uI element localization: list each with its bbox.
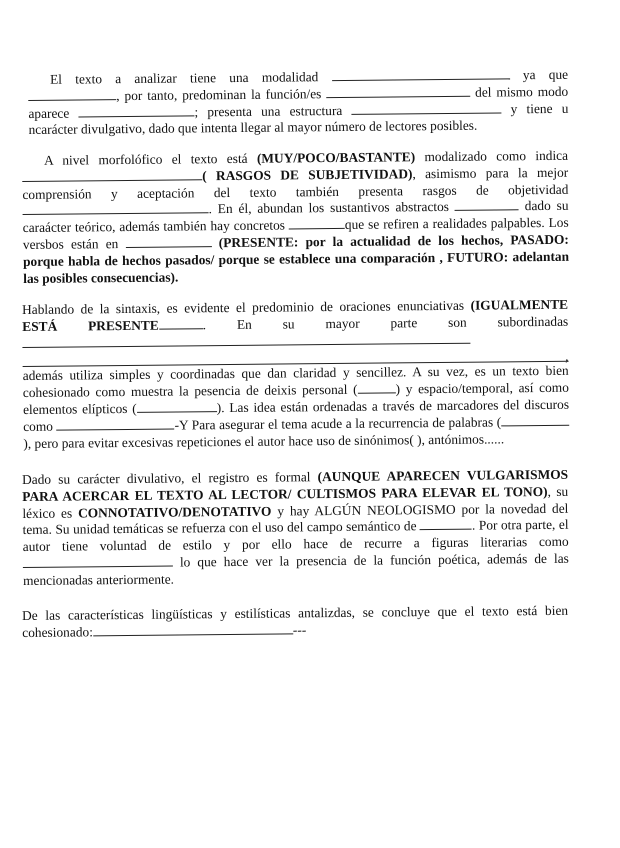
text-segment: ), pero para evitar excesivas repeticiones el autor hace uso de sinónimos( ), antónimos......: [23, 430, 505, 451]
text-segment: ,: [565, 348, 569, 364]
paragraph-morphology: [22, 148, 569, 288]
blank-elliptical[interactable]: [137, 400, 217, 413]
paragraph-register: [22, 467, 569, 590]
blank-functions[interactable]: [326, 85, 470, 98]
blank-personal-deixis[interactable]: [357, 381, 395, 393]
blank-semantic-field[interactable]: [420, 518, 472, 530]
blank-subjectivity[interactable]: [22, 168, 202, 182]
text-segment: ya que: [522, 66, 569, 83]
text-segment: A nivel morfolófico el texto está: [43, 151, 248, 168]
blank-concrete-nouns[interactable]: [289, 217, 345, 230]
blank-reason[interactable]: [28, 88, 116, 101]
text-segment: El texto a analizar tiene una modalidad: [49, 69, 319, 87]
text-segment: y tiene u ncarácter divulgativo, dado que intenta llegar al mayor número de lectores posibles.: [28, 100, 569, 138]
text-segment: , por tanto, predominan la función/es: [116, 85, 322, 103]
text-segment: -Y Para asegurar el tema acude a la recurrencia de palabras (: [174, 413, 502, 432]
text-segment: ; presenta una estructura: [194, 102, 343, 119]
blank-literary-figures[interactable]: [23, 554, 173, 567]
text-segment: dado su caraácter teórico, además también hay concretos: [22, 198, 569, 236]
bold-verb-tenses: (PRESENTE: por la actualidad de los hechos, PASADO: porque habla de hechos pasados/ porque se establece una comparación , FUTURO: adelantan las posibles consecuencias).: [22, 231, 570, 286]
text-segment: ) y espacio/temporal, así como elementos elípticos (: [22, 379, 569, 417]
text-segment: , su léxico es: [22, 483, 569, 521]
text-segment: además utiliza simples y coordinadas que dan claridad y sencillez. A su vez, es un texto bien cohesionado como muestra la pesencia de deixis personal (: [22, 362, 569, 400]
bold-also-present: (IGUALMENTE ESTÁ PRESENTE: [22, 296, 569, 334]
paragraph-conclusion: [22, 602, 568, 641]
text-segment: . En él, abundan los sustantivos abstractos: [208, 199, 450, 217]
text-segment: que se refiren a realidades palpables. Los versbos están en: [22, 215, 569, 253]
text-segment: ). Las idea están ordenadas a través de marcadores del discuros como: [23, 396, 570, 434]
text-segment: lo que hace ver la presencia de la función poética, además de las mencionadas anteriormente.: [22, 550, 569, 588]
bold-register-note: (AUNQUE APARECEN VULGARISMOS PARA ACERCAR EL TEXTO AL LECTOR/ CULTISMOS PARA ELEVAR EL TONO): [22, 466, 569, 504]
bold-options: (MUY/POCO/BASTANTE): [256, 149, 416, 166]
paragraph-syntax: [22, 296, 569, 452]
text-segment: y hay ALGÚN NEOLOGISMO por la novedad del tema. Su unidad temáticas se refuerza con el uso del campo semántico de: [22, 500, 569, 538]
blank-abstract-nouns[interactable]: [455, 199, 519, 212]
text-segment: del mismo modo aparece: [28, 83, 569, 121]
blank-markers[interactable]: [56, 417, 174, 430]
blank-objectivity[interactable]: [22, 202, 208, 216]
blank-recurrence[interactable]: [501, 413, 569, 426]
blank-conclusion[interactable]: [93, 622, 293, 636]
blank-also-present[interactable]: [159, 317, 203, 329]
paragraph-modality: [28, 67, 569, 139]
blank-appears[interactable]: [78, 104, 194, 117]
text-segment: De las características lingüísticas y estilísticas antalizdas, se concluye que el texto está bien cohesionado:: [22, 602, 569, 640]
text-segment: ---: [292, 621, 307, 637]
blank-structure[interactable]: [351, 101, 501, 114]
text-segment: . Por otra parte, el autor tiene voluntad de estilo y por ello hace de recurre a figuras literarias como: [22, 517, 569, 555]
text-segment: modalizado como indica: [424, 147, 569, 165]
bold-subjectivity: ( RASGOS DE SUBJETIVIDAD): [202, 166, 413, 184]
text-segment: . En su mayor parte son subordinadas: [202, 313, 569, 332]
text-segment: Dado su carácter divulativo, el registro es formal: [22, 469, 311, 487]
blank-modality[interactable]: [332, 67, 510, 81]
text-segment: , asimismo para la mejor comprensión y aceptación del texto también presenta rasgos de objetividad: [22, 164, 569, 202]
blank-verb-tense[interactable]: [125, 235, 211, 248]
text-segment: Hablando de la sintaxis, es evidente el predominio de oraciones enunciativas: [22, 297, 465, 317]
bold-lexicon-type: CONNOTATIVO/DENOTATIVO: [77, 503, 272, 520]
